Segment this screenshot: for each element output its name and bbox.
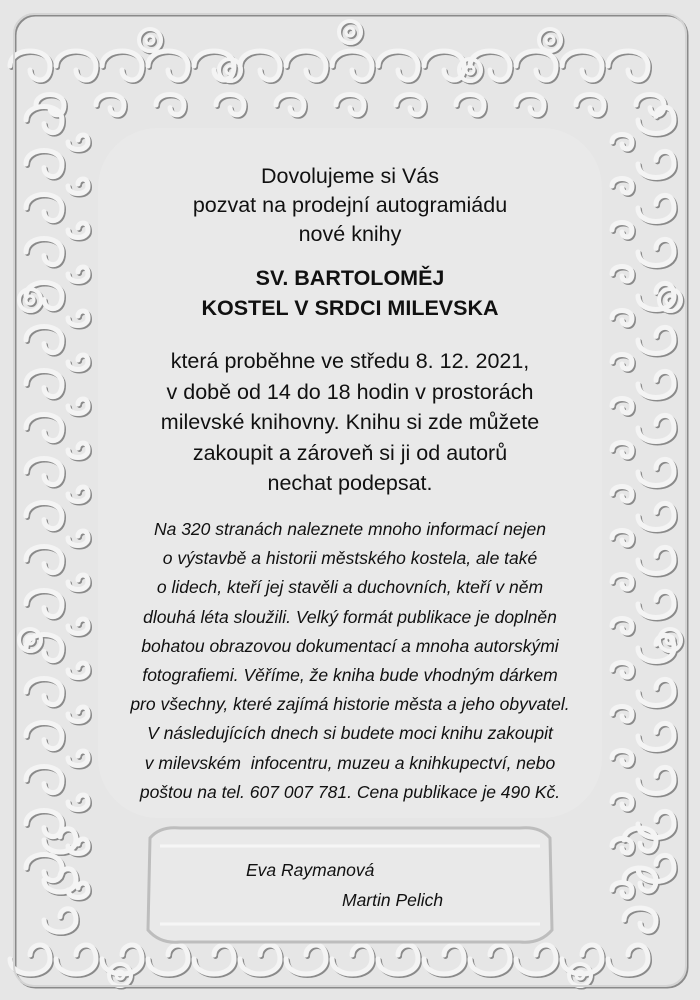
event-line: nechat podepsat. <box>267 471 433 495</box>
description-line: V následujících dnech si budete moci knihu zakoupit <box>147 723 553 744</box>
event-details <box>0 346 700 499</box>
intro-line: Dovolujeme si Vás <box>260 164 440 188</box>
description-line: bohatou obrazovou dokumentací a mnoha autorskými <box>141 635 559 656</box>
book-description <box>0 515 700 807</box>
intro-line: pozvat na prodejní autogramiádu <box>192 193 508 217</box>
title-line: SV. BARTOLOMĚJ <box>255 266 445 290</box>
event-line: která proběhne ve středu 8. 12. 2021, <box>170 349 530 373</box>
author-signature-2: Martin Pelich <box>342 890 444 910</box>
event-line: milevské knihovny. Knihu si zde můžete <box>160 410 540 434</box>
author-signature-1: Eva Raymanová <box>246 860 375 880</box>
description-line: o výstavbě a historii městského kostela, ale také <box>162 548 538 569</box>
invitation-intro <box>0 162 700 249</box>
book-title <box>0 263 700 323</box>
intro-line: nové knihy <box>298 222 402 246</box>
description-line: dlouhá léta sloužili. Velký formát publikace je doplněn <box>143 606 557 627</box>
description-line: Na 320 stranách naleznete mnoho informací nejen <box>153 519 547 539</box>
description-line: poštou na tel. 607 007 781. Cena publikace je 490 Kč. <box>139 781 561 802</box>
description-line: v milevském infocentru, muzeu a knihkupectví, nebo <box>144 752 556 773</box>
description-line: o lidech, kteří jej stavěli a duchovních, kteří v něm <box>156 577 544 598</box>
description-line: fotografiemi. Věříme, že kniha bude vhodným dárkem <box>142 665 558 686</box>
event-line: v době od 14 do 18 hodin v prostorách <box>166 379 534 404</box>
title-line: KOSTEL V SRDCI MILEVSKA <box>201 296 499 320</box>
event-line: zakoupit a zároveň si ji od autorů <box>192 440 508 465</box>
description-line: pro všechny, které zajímá historie města a jeho obyvatel. <box>130 694 570 715</box>
